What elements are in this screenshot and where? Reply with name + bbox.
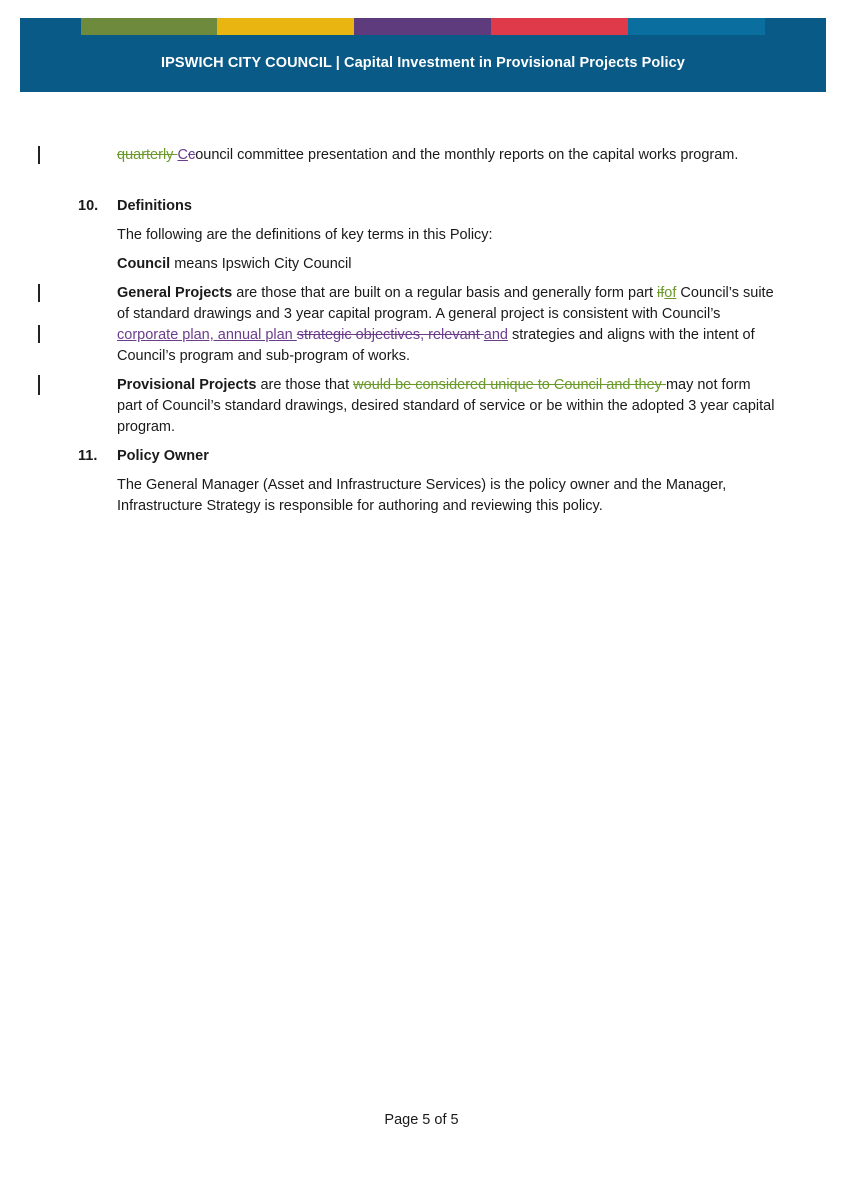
- general-projects-definition: [117, 283, 777, 367]
- definition-text: means Ipswich City Council: [170, 256, 352, 272]
- deleted-text: if: [657, 285, 665, 301]
- definitions-intro: The following are the definitions of key terms in this Policy:: [117, 227, 493, 243]
- page-header: [20, 18, 826, 92]
- inserted-text: of: [664, 285, 677, 301]
- page-number: Page 5 of 5: [384, 1112, 459, 1128]
- definition-text: are those that: [256, 377, 354, 393]
- section-11-title: Policy Owner: [117, 448, 209, 464]
- change-bar: [38, 284, 40, 302]
- inserted-text: and: [483, 327, 508, 343]
- policy-owner-text: The General Manager (Asset and Infrastructure Services) is the policy owner and the Manager, Infrastructure Strategy is responsible for authoring and reviewing this policy.: [117, 477, 727, 514]
- header-stripe-blue: [628, 18, 765, 35]
- deleted-text: c: [187, 147, 196, 163]
- deleted-text: quarterly: [117, 147, 178, 163]
- provisional-projects-definition: [117, 375, 777, 438]
- deleted-text: strategic objectives, relevant: [296, 327, 484, 343]
- definition-text: strategies and aligns with the intent of Council’s program and sub-program of works.: [117, 327, 755, 364]
- section-10-title: Definitions: [117, 198, 192, 214]
- deleted-text: would be considered unique to Council and they: [353, 377, 666, 393]
- header-stripe-green: [81, 18, 217, 35]
- change-bar: [38, 325, 40, 343]
- section-11-number: 11.: [78, 448, 98, 464]
- header-stripe-red: [491, 18, 628, 35]
- continuation-paragraph: [117, 145, 777, 166]
- definition-text: Council’s suite of standard drawings and 3 year capital program. A general project is consistent with Council’s: [117, 285, 774, 322]
- term: Provisional Projects: [117, 377, 257, 393]
- header-stripe-purple: [354, 18, 491, 35]
- header-title: IPSWICH CITY COUNCIL | Capital Investment in Provisional Projects Policy: [161, 55, 685, 71]
- definition-text: are those that are built on a regular basis and generally form part: [232, 285, 658, 301]
- change-bar: [38, 146, 40, 164]
- council-definition: [117, 254, 777, 275]
- paragraph-text: ouncil committee presentation and the monthly reports on the capital works program.: [195, 147, 739, 163]
- term: Council: [117, 256, 171, 272]
- change-bar: [38, 375, 40, 395]
- section-10-number: 10.: [78, 198, 99, 214]
- definition-text: may not form part of Council’s standard drawings, desired standard of service or be within the adopted 3 year capital program.: [117, 377, 775, 435]
- term: General Projects: [117, 285, 233, 301]
- inserted-text: corporate plan, annual plan: [117, 327, 297, 343]
- inserted-text: C: [177, 147, 188, 163]
- header-stripe-yellow: [217, 18, 354, 35]
